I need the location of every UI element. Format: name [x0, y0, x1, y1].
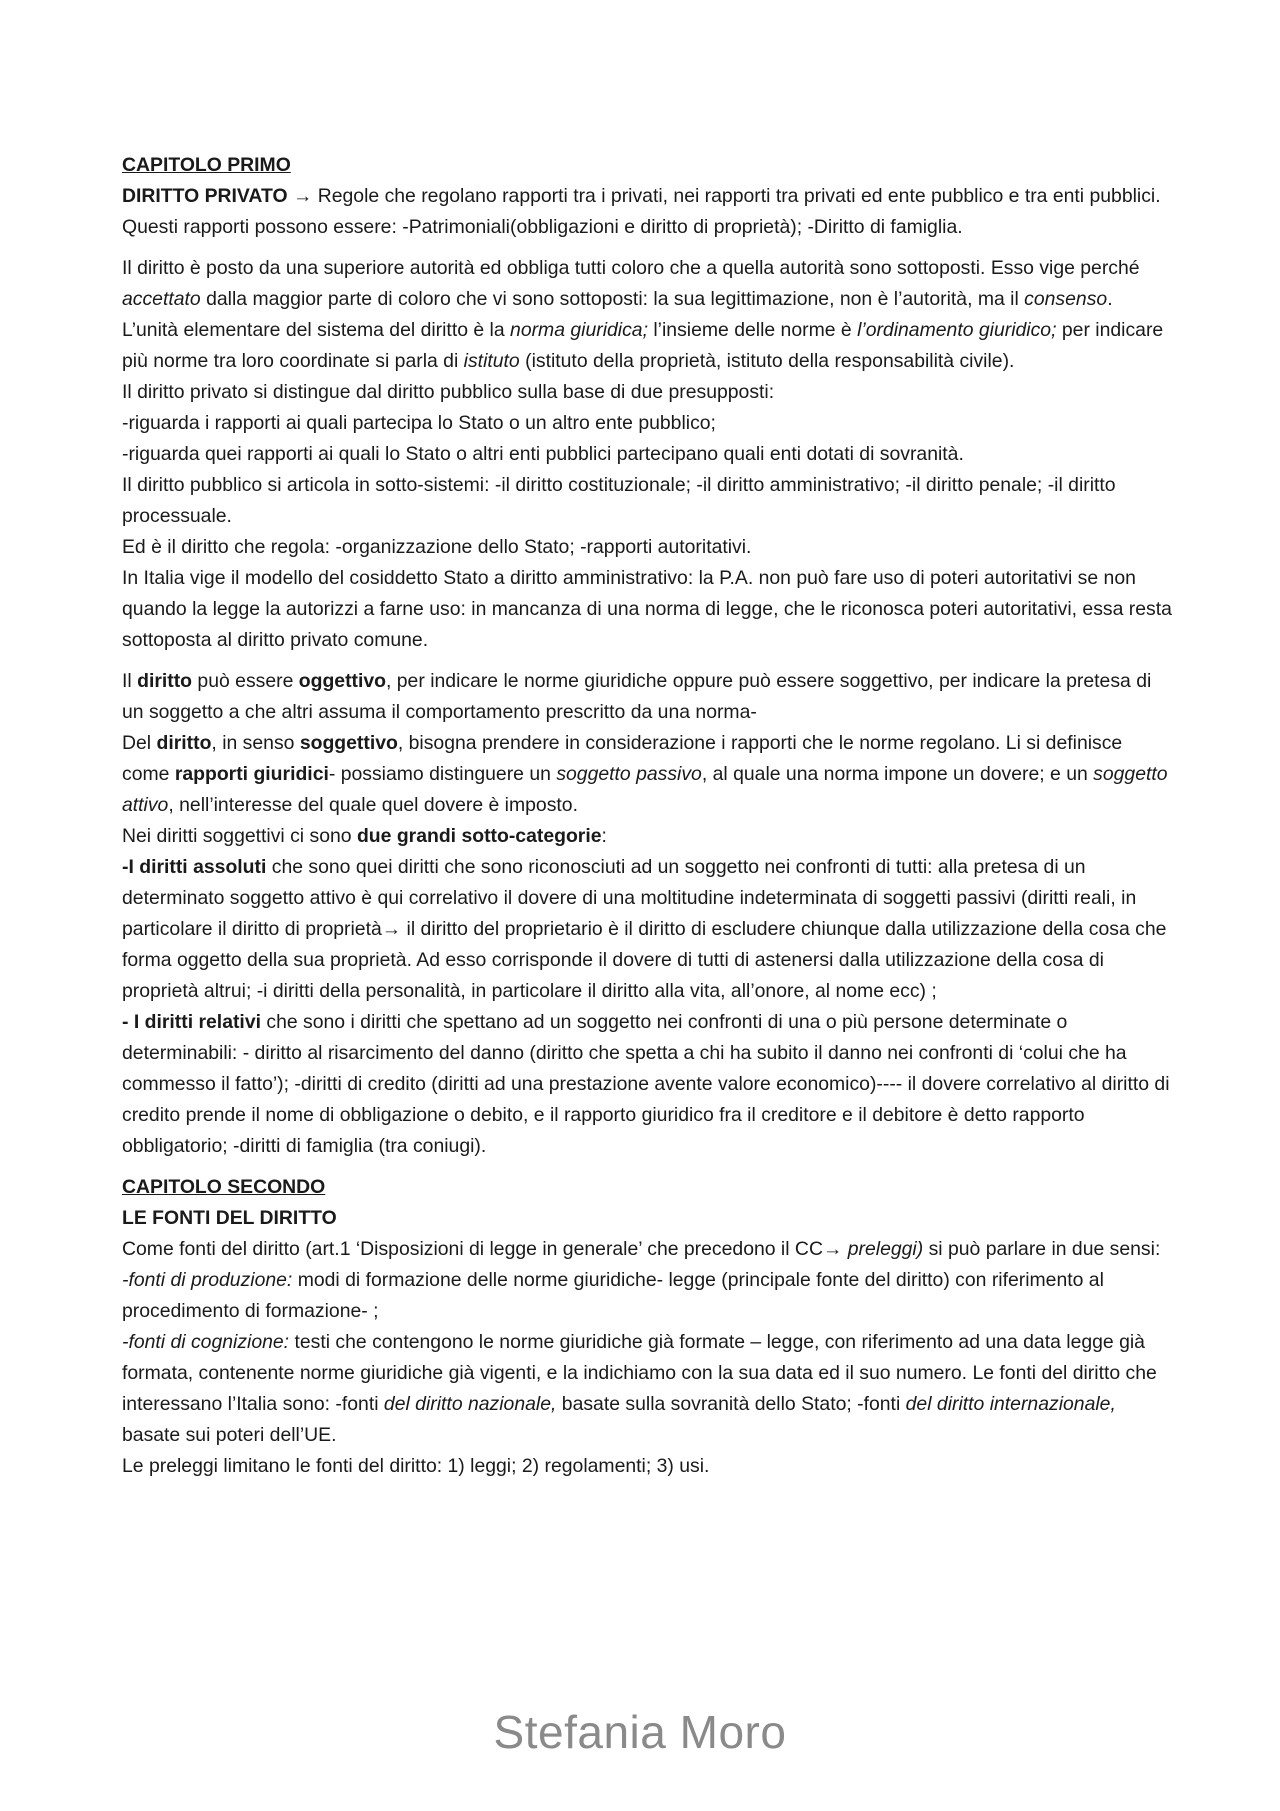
paragraph-sotto-categorie: Nei diritti soggettivi ci sono due grandi sotto-categorie:	[122, 825, 607, 847]
watermark: Stefania Moro	[493, 1706, 787, 1758]
chapter-1-title: CAPITOLO PRIMO	[122, 154, 291, 176]
paragraph-autorita: Il diritto è posto da una superiore autorità ed obbliga tutti coloro che a quella autorità sono sottoposti. Esso vige perché accettato dalla maggior parte di coloro che vi sono sottoposti: la sua legittimazione, non è l’autorità, ma il consenso.	[122, 257, 1140, 310]
paragraph-preleggi: Le preleggi limitano le fonti del diritto: 1) leggi; 2) regolamenti; 3) usi.	[122, 1455, 710, 1477]
paragraph-fonti-cognizione: -fonti di cognizione: testi che contengono le norme giuridiche già formate – legge, con riferimento ad una data legge già formata, contenente norme giuridiche già vigenti, e la indichiamo con la sua data ed il suo numero. Le fonti del diritto che interessano l’Italia sono: -fonti del diritto nazionale, basate sulla sovranità dello Stato; -fonti del diritto internazionale, basate sui poteri dell’UE.	[122, 1331, 1157, 1446]
term-diritto-privato: DIRITTO PRIVATO	[122, 185, 288, 207]
arrow-icon: →	[292, 185, 313, 207]
paragraph-sotto-sistemi: Il diritto pubblico si articola in sotto-sistemi: -il diritto costituzionale; -il diritto amministrativo; -il diritto penale; -il diritto processuale.	[122, 474, 1116, 527]
list-item-presupposto-2: -riguarda quei rapporti ai quali lo Stato o altri enti pubblici partecipano quali enti dotati di sovranità.	[122, 443, 964, 465]
paragraph-diritti-relativi: - I diritti relativi che sono i diritti che spettano ad un soggetto nei confronti di una o più persone determinate o determinabili: - diritto al risarcimento del danno (diritto che spetta a chi ha subito il danno nei confronti di ‘colui che ha commesso il fatto’); -diritti di credito (diritti ad una prestazione avente valore economico)---- il dovere correlativo al diritto di credito prende il nome di obbligazione o debito, e il rapporto giuridico fra il creditore e il debitore è detto rapporto obbligatorio; -diritti di famiglia (tra coniugi).	[122, 1011, 1170, 1157]
paragraph-regola: Ed è il diritto che regola: -organizzazione dello Stato; -rapporti autoritativi.	[122, 536, 752, 558]
paragraph-rapporti: Questi rapporti possono essere: -Patrimoniali(obbligazioni e diritto di proprietà); -Diritto di famiglia.	[122, 216, 963, 238]
paragraph-stato-amministrativo: In Italia vige il modello del cosiddetto Stato a diritto amministrativo: la P.A. non può fare uso di poteri autoritativi se non quando la legge la autorizzi a farne uso: in mancanza di una norma di legge, che le riconosca poteri autoritativi, essa resta sottoposta al diritto privato comune.	[122, 567, 1172, 651]
paragraph-diritti-assoluti: -I diritti assoluti che sono quei diritti che sono riconosciuti ad un soggetto nei confronti di tutti: alla pretesa di un determinato soggetto attivo è qui correlativo il dovere di una moltitudine indeterminata di soggetti passivi (diritti reali, in particolare il diritto di proprietà→ il diritto del proprietario è il diritto di escludere chiunque dalla utilizzazione della cosa che forma oggetto della sua proprietà. Ad esso corrisponde il dovere di tutti di astenersi dalla utilizzazione della cosa di proprietà altrui; -i diritti della personalità, in particolare il diritto alla vita, all’onore, al nome ecc) ;	[122, 856, 1167, 1002]
arrow-icon: →	[822, 1238, 843, 1260]
paragraph-soggettivo: Del diritto, in senso soggettivo, bisogna prendere in considerazione i rapporti che le norme regolano. Li si definisce come rapporti giuridici- possiamo distinguere un soggetto passivo, al quale una norma impone un dovere; e un soggetto attivo, nell’interesse del quale quel dovere è imposto.	[122, 732, 1168, 816]
chapter-2-title: CAPITOLO SECONDO	[122, 1176, 326, 1198]
paragraph-oggettivo: Il diritto può essere oggettivo, per indicare le norme giuridiche oppure può essere soggettivo, per indicare la pretesa di un soggetto a che altri assuma il comportamento prescritto da una norma-	[122, 670, 1152, 723]
chapter-2-subtitle: LE FONTI DEL DIRITTO	[122, 1207, 337, 1229]
arrow-icon: →	[381, 918, 402, 940]
document-body	[122, 150, 1172, 1482]
paragraph-norma-giuridica: L’unità elementare del sistema del diritto è la norma giuridica; l’insieme delle norme è l’ordinamento giuridico; per indicare più norme tra loro coordinate si parla di istituto (istituto della proprietà, istituto della responsabilità civile).	[122, 319, 1164, 372]
paragraph-diritto-privato: DIRITTO PRIVATO → Regole che regolano rapporti tra i privati, nei rapporti tra privati ed ente pubblico e tra enti pubblici.	[122, 185, 1161, 207]
list-item-presupposto-1: -riguarda i rapporti ai quali partecipa lo Stato o un altro ente pubblico;	[122, 412, 716, 434]
paragraph-fonti-produzione: Come fonti del diritto (art.1 ‘Disposizioni di legge in generale’ che precedono il CC→ preleggi) si può parlare in due sensi: -fonti di produzione: modi di formazione delle norme giuridiche- legge (principale fonte del diritto) con riferimento al procedimento di formazione- ;	[122, 1238, 1161, 1322]
paragraph-presupposti: Il diritto privato si distingue dal diritto pubblico sulla base di due presupposti:	[122, 381, 775, 403]
